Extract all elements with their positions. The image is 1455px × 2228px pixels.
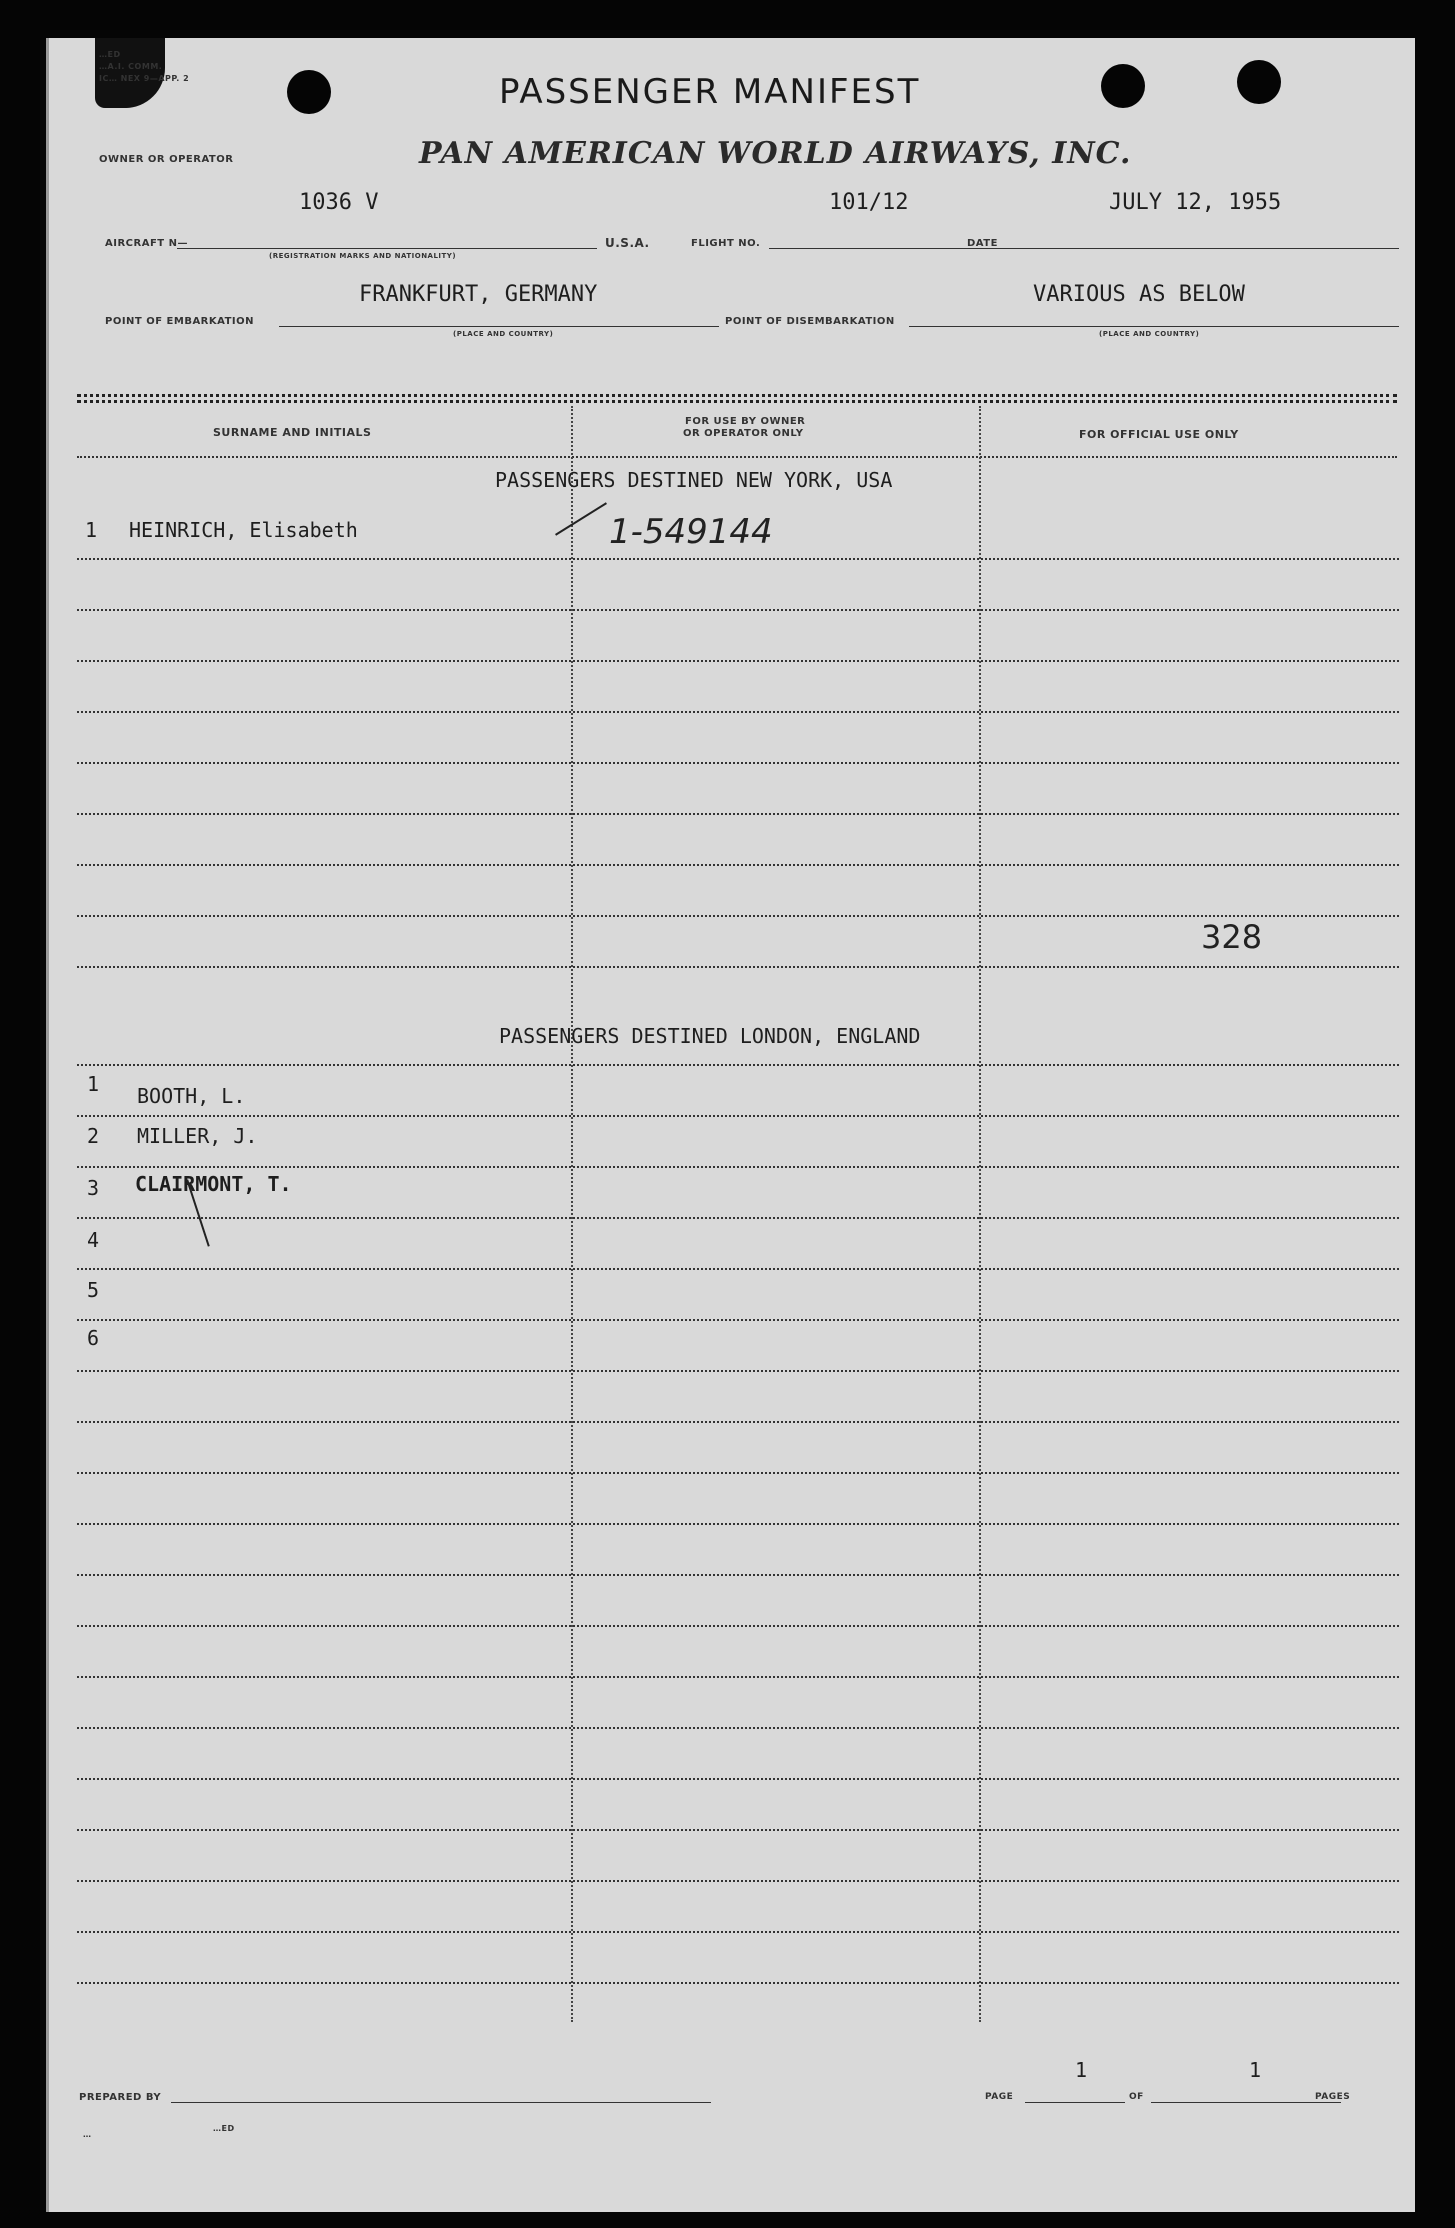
ruled-line xyxy=(77,1931,1399,1933)
ruled-line xyxy=(77,1319,1399,1321)
redacted-corner xyxy=(95,38,165,108)
column-header-owner-use-1: FOR USE BY OWNER xyxy=(685,416,806,427)
header-rule-2 xyxy=(77,400,1397,403)
prepared-by-line xyxy=(171,2102,711,2103)
ruled-line xyxy=(77,1676,1399,1678)
page-value: 1 xyxy=(1075,2058,1088,2082)
of-label: OF xyxy=(1129,2092,1144,2102)
section-heading-london: PASSENGERS DESTINED LONDON, ENGLAND xyxy=(499,1024,921,1048)
ruled-line xyxy=(77,1625,1399,1627)
ruled-line xyxy=(77,1166,1399,1168)
ruled-line xyxy=(77,1421,1399,1423)
of-value: 1 xyxy=(1249,2058,1262,2082)
passenger-name-1: BOOTH, L. xyxy=(137,1084,246,1108)
ruled-line xyxy=(77,1217,1399,1219)
ruled-line xyxy=(77,915,1399,917)
row-number-4: 4 xyxy=(87,1228,100,1252)
header-rule-1 xyxy=(77,394,1397,397)
of-line xyxy=(1151,2102,1341,2103)
bottom-stamp: …ED xyxy=(213,2124,235,2133)
ruled-line xyxy=(77,1727,1399,1729)
date-line xyxy=(1019,248,1399,249)
ruled-line xyxy=(77,1268,1399,1270)
ruled-line xyxy=(77,711,1399,713)
row-number-3: 3 xyxy=(87,1176,100,1200)
disembark-line xyxy=(909,326,1399,327)
disembark-value: VARIOUS AS BELOW xyxy=(1033,282,1245,307)
ruled-line xyxy=(77,1370,1399,1372)
ruled-line xyxy=(77,762,1399,764)
aircraft-line xyxy=(177,248,597,249)
handwritten-slash xyxy=(555,502,607,535)
ruled-line xyxy=(77,660,1399,662)
corner-stamp-line-3: IC… NEX 9—APP. 2 xyxy=(99,74,190,83)
ruled-line xyxy=(77,1982,1399,1984)
ruled-line xyxy=(77,864,1399,866)
ruled-line xyxy=(77,558,1399,560)
row-number-5: 5 xyxy=(87,1278,100,1302)
date-label: DATE xyxy=(967,238,998,249)
column-header-official: FOR OFFICIAL USE ONLY xyxy=(1079,428,1239,441)
page-label: PAGE xyxy=(985,2092,1014,2102)
row-number-6: 6 xyxy=(87,1326,100,1350)
ruled-line xyxy=(77,813,1399,815)
embark-line xyxy=(279,326,719,327)
passenger-name-3: CLAIRMONT, T. xyxy=(135,1172,292,1196)
official-mark: 328 xyxy=(1201,918,1263,956)
punch-hole-center xyxy=(1101,64,1145,108)
row-number-2: 2 xyxy=(87,1124,100,1148)
ruled-line xyxy=(77,1064,1399,1066)
ruled-line xyxy=(77,1472,1399,1474)
row-number-1: 1 xyxy=(87,1072,100,1096)
section-heading-new-york: PASSENGERS DESTINED NEW YORK, USA xyxy=(495,468,893,492)
place-note-disembark: (PLACE AND COUNTRY) xyxy=(1099,330,1200,338)
ruled-line xyxy=(77,1523,1399,1525)
manifest-page xyxy=(46,38,1415,2212)
place-note-embark: (PLACE AND COUNTRY) xyxy=(453,330,554,338)
embark-value: FRANKFURT, GERMANY xyxy=(359,282,598,307)
corner-stamp-line-1: …ED xyxy=(99,50,121,59)
owner-label: OWNER OR OPERATOR xyxy=(99,154,234,165)
page-line xyxy=(1025,2102,1125,2103)
flight-value: 101/12 xyxy=(829,190,909,215)
ruled-line xyxy=(77,1829,1399,1831)
ruled-line xyxy=(77,1880,1399,1882)
pages-label: PAGES xyxy=(1315,2092,1351,2102)
prepared-by-label: PREPARED BY xyxy=(79,2092,162,2103)
airline-name: PAN AMERICAN WORLD AIRWAYS, INC. xyxy=(419,136,1132,171)
date-value: JULY 12, 1955 xyxy=(1109,190,1282,215)
punch-hole-left xyxy=(287,70,331,114)
column-header-owner-use-2: OR OPERATOR ONLY xyxy=(683,428,804,439)
embark-label: POINT OF EMBARKATION xyxy=(105,316,255,327)
ruled-line xyxy=(77,966,1399,968)
aircraft-value: 1036 V xyxy=(299,190,379,215)
ruled-line xyxy=(77,1574,1399,1576)
column-header-rule xyxy=(77,456,1397,458)
usa-label: U.S.A. xyxy=(605,236,650,250)
ruled-line xyxy=(77,609,1399,611)
aircraft-label: AIRCRAFT N— xyxy=(105,238,188,249)
bottom-left-note: … xyxy=(83,2130,92,2139)
column-header-surname: SURNAME AND INITIALS xyxy=(213,426,372,439)
ruled-line xyxy=(77,1778,1399,1780)
passenger-number: 1 xyxy=(85,518,98,542)
corner-stamp-line-2: …A.I. COMM. xyxy=(99,62,163,71)
passenger-name: HEINRICH, Elisabeth xyxy=(129,518,358,542)
ruled-line xyxy=(77,1115,1399,1117)
owner-note-handwritten: 1-549144 xyxy=(609,512,773,552)
form-title: PASSENGER MANIFEST xyxy=(499,72,921,112)
punch-hole-right xyxy=(1237,60,1281,104)
disembark-label: POINT OF DISEMBARKATION xyxy=(725,316,895,327)
passenger-name-2: MILLER, J. xyxy=(137,1124,258,1148)
registration-note: (REGISTRATION MARKS AND NATIONALITY) xyxy=(269,252,457,260)
flight-label: FLIGHT NO. xyxy=(691,238,761,249)
